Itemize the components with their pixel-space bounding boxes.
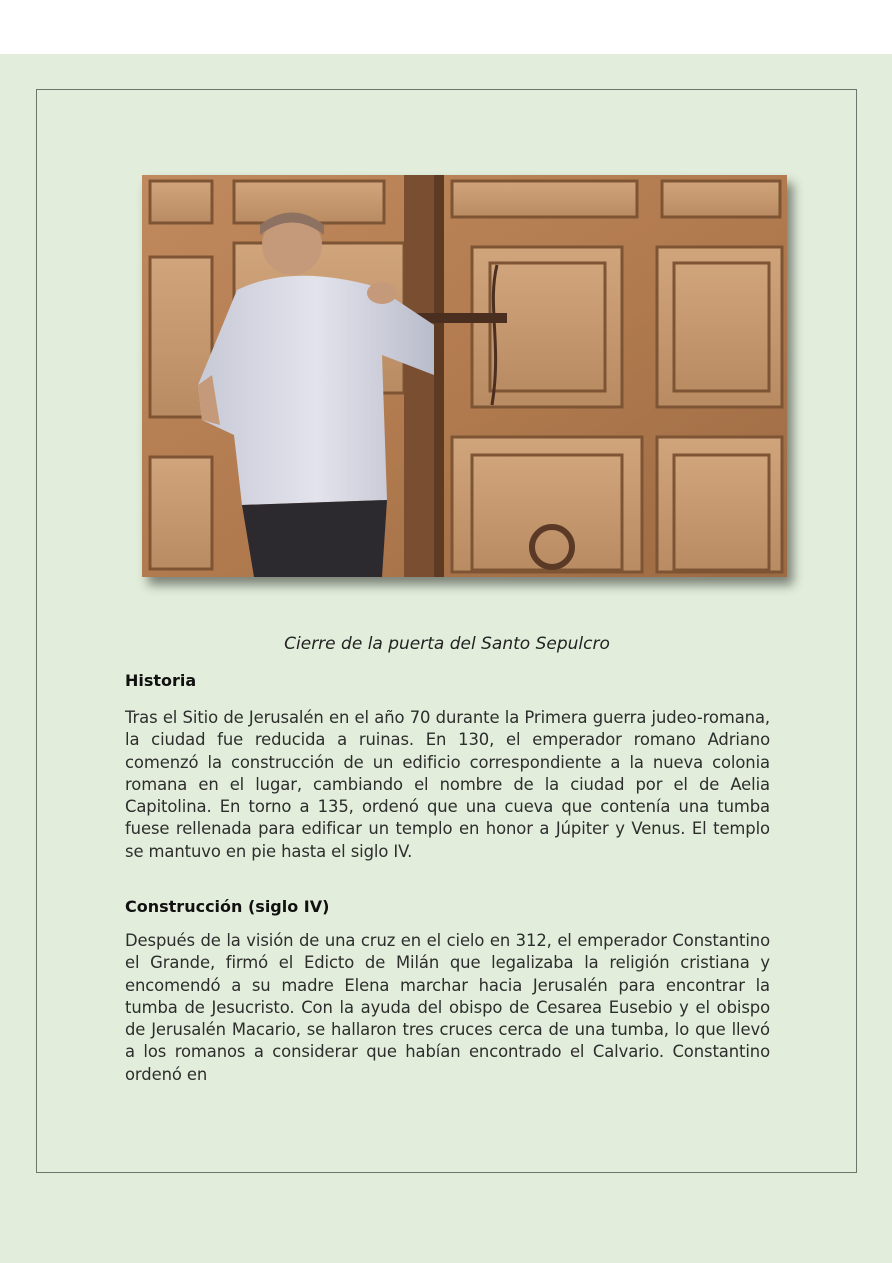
photo-caption: Cierre de la puerta del Santo Sepulcro	[284, 634, 610, 654]
section-heading-construccion: Construcción (siglo IV)	[125, 897, 330, 916]
section-body-construccion: Después de la visión de una cruz en el cielo en 312, el emperador Constantino el Grande, firmó el Edicto de Milán que legalizaba la religión cristiana y encomendó a su madre Elena marchar hacia Jerusalén para encontrar la tumba de Jesucristo. Con la ayuda del obispo de Cesarea Eusebio y el obispo de Jerusalén Macario, se hallaron tres cruces cerca de una tumba, lo que llevó a los romanos a considerar que habían encontrado el Calvario. Constantino ordenó en	[125, 931, 770, 1084]
door-photo	[142, 175, 787, 577]
section-heading-historia: Historia	[125, 671, 197, 690]
door-illustration	[142, 175, 787, 577]
section-body-historia: Tras el Sitio de Jerusalén en el año 70 durante la Primera guerra judeo-romana, la ciudad fue reducida a ruinas. En 130, el emperador romano Adriano comenzó la construcción de un edificio correspondiente a la nueva colonia romana en el lugar, cambiando el nombre de la ciudad por el de Aelia Capitolina. En torno a 135, ordenó que una cueva que contenía una tumba fuese rellenada para edificar un templo en honor a Júpiter y Venus. El templo se mantuvo en pie hasta el siglo IV.	[125, 708, 770, 861]
